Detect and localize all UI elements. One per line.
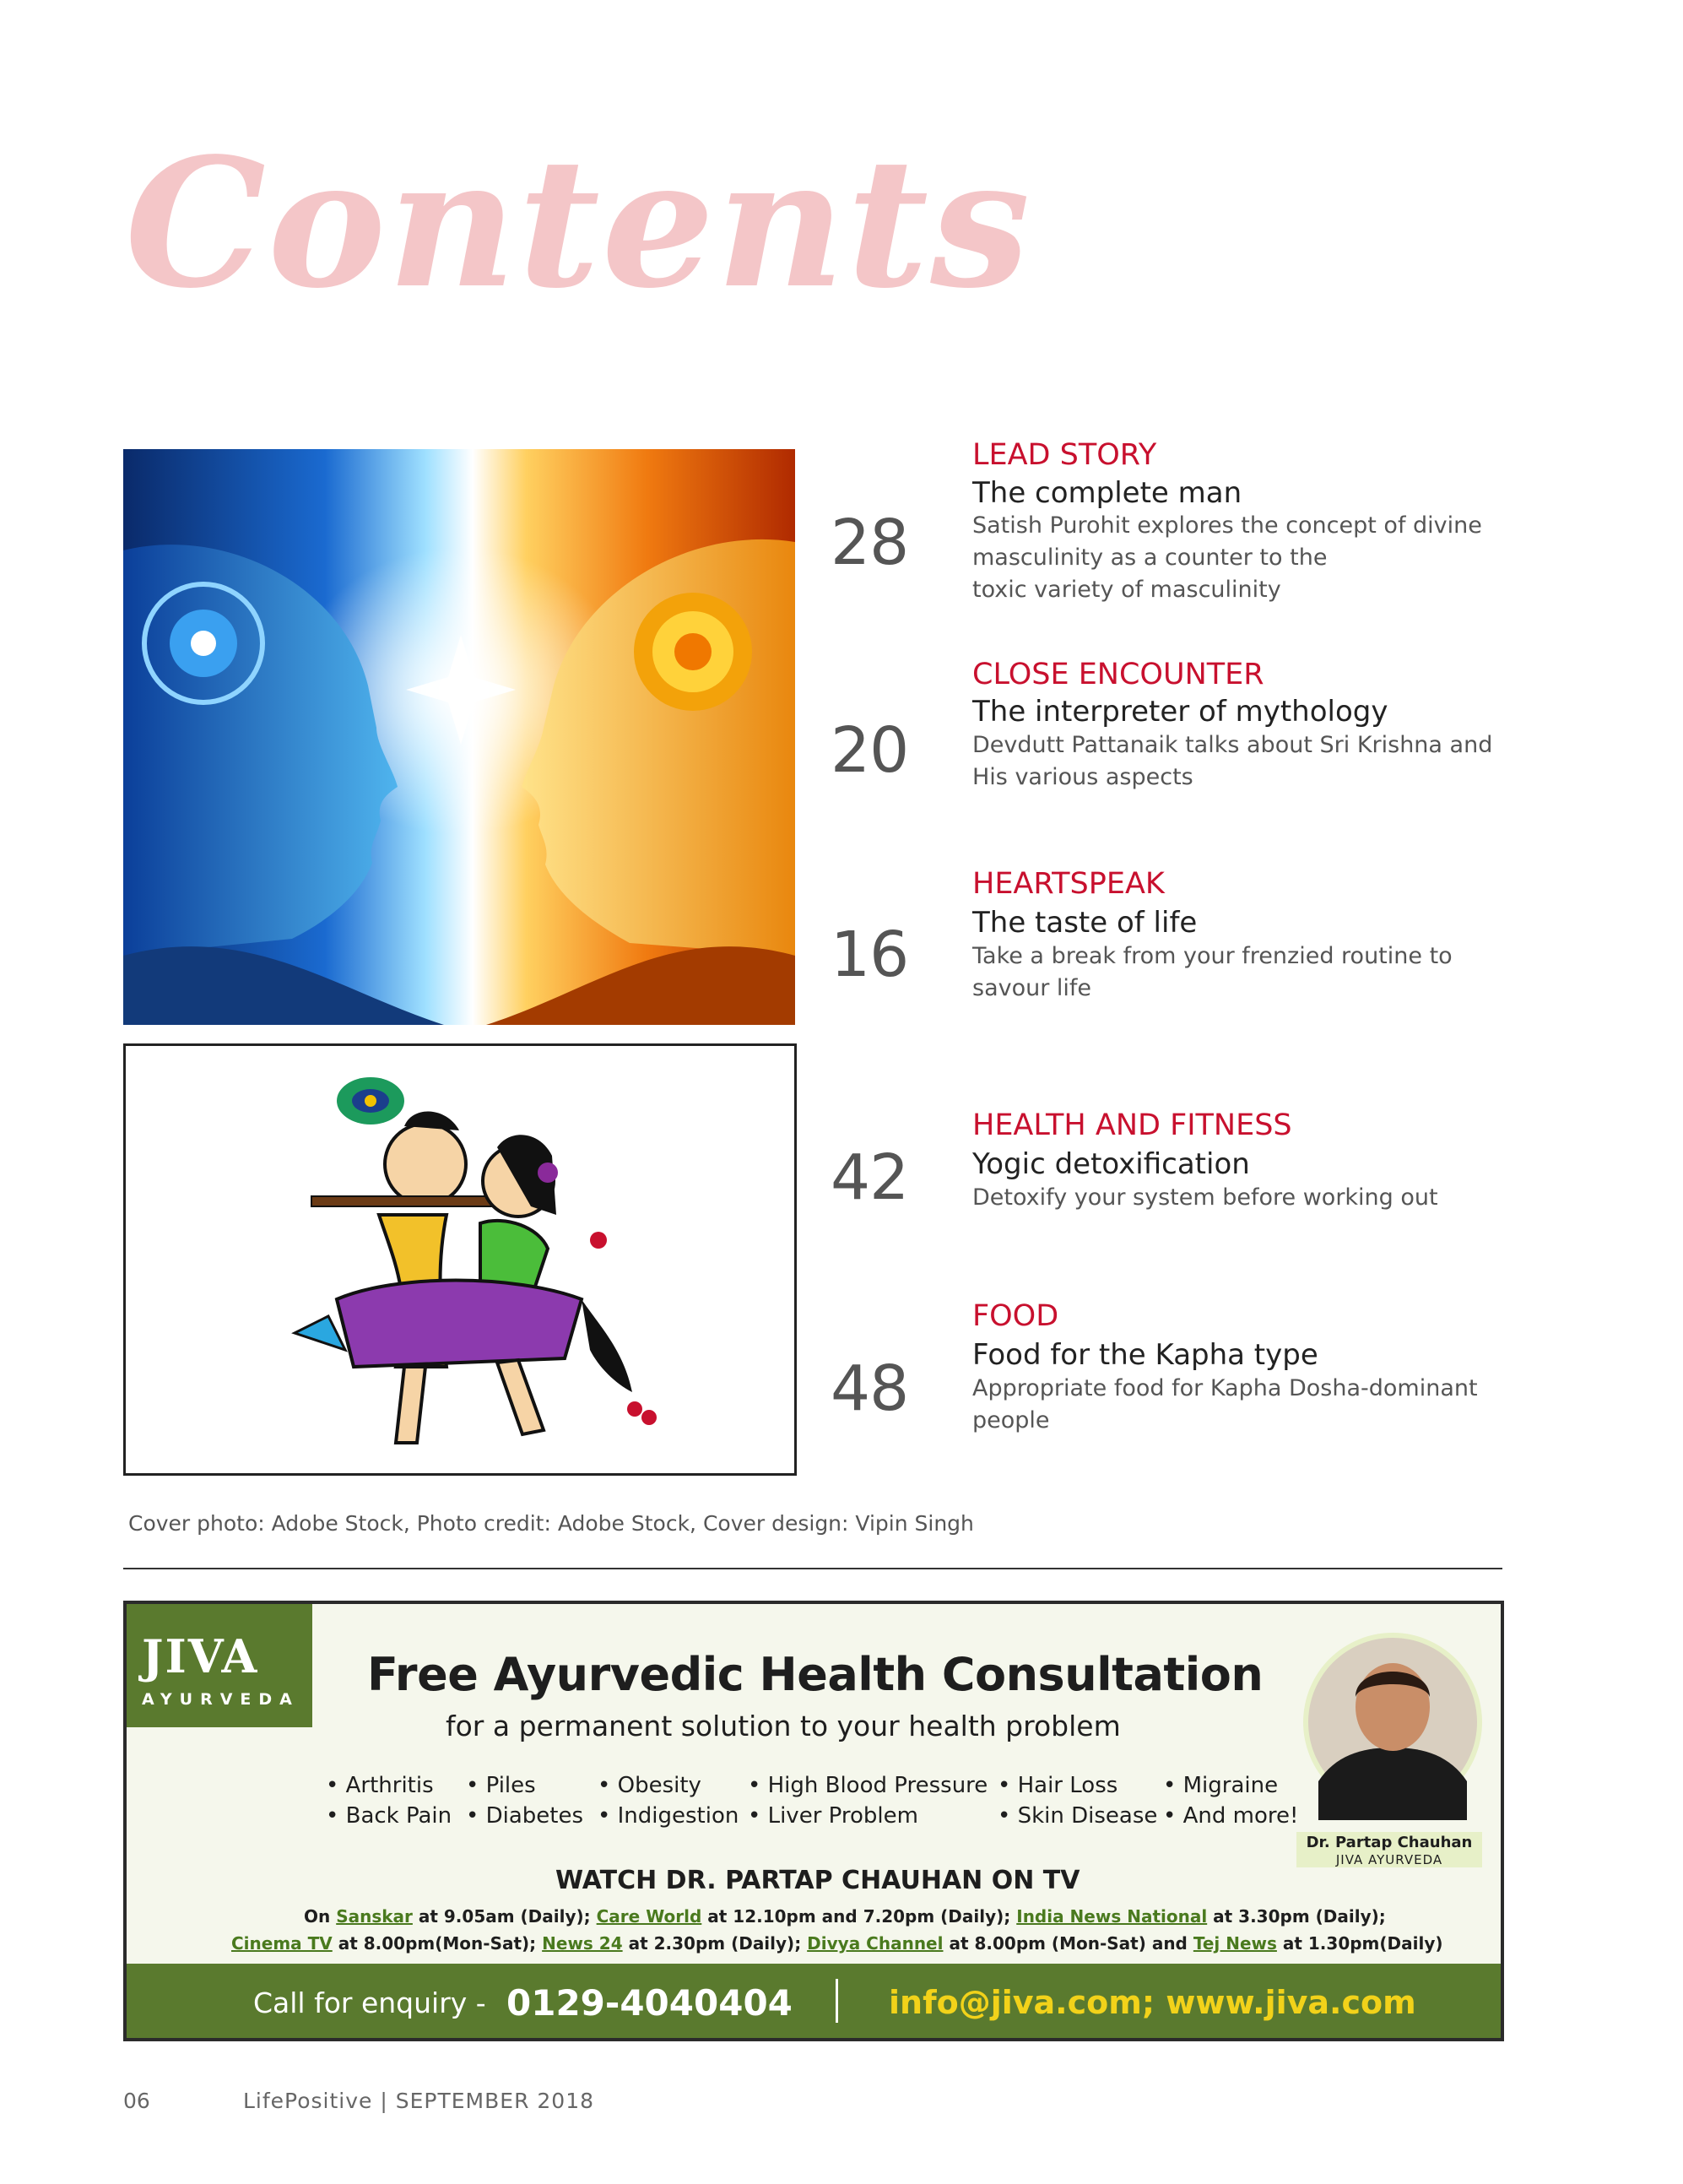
desc-line: masculinity as a counter to the [972,545,1328,571]
phone-link[interactable]: 0129-4040404 [506,1982,793,2024]
magazine-issue: LifePositive | SEPTEMBER 2018 [243,2089,595,2113]
condition: • Piles [466,1773,536,1798]
schedule-text: at 12.10pm and 7.20pm (Daily); [701,1906,1017,1927]
ad-title: Free Ayurvedic Health Consultation [367,1648,1264,1701]
desc-line: Detoxify your system before working out [972,1184,1438,1211]
doctor-avatar [1301,1629,1484,1820]
condition: • Diabetes [466,1803,584,1829]
desc-line: Satish Purohit explores the concept of divine [972,512,1482,539]
desc-line: Appropriate food for Kapha Dosha-dominant [972,1375,1478,1401]
desc-lead-story [972,510,1496,606]
schedule-text: at 9.05am (Daily); [412,1906,597,1927]
headline-heartspeak[interactable]: The taste of life [972,906,1198,940]
headline-close-encounter[interactable]: The interpreter of mythology [972,695,1388,729]
headline-food[interactable]: Food for the Kapha type [972,1338,1318,1372]
page-title: Contents [125,119,1032,328]
headline-health-fitness[interactable]: Yogic detoxification [972,1147,1250,1181]
desc-line: His various aspects [972,764,1193,790]
krishna-radha-icon [126,1046,794,1473]
condition: • Obesity [598,1773,701,1798]
jiva-logo-text: JIVA [142,1629,259,1683]
schedule-text: On [304,1906,337,1927]
desc-food [972,1373,1496,1437]
jiva-logo-sub: AYURVEDA [142,1690,300,1709]
condition: • Back Pain [326,1803,452,1829]
page-number-lead-story[interactable]: 28 [831,507,909,579]
channel-link[interactable]: India News National [1016,1906,1208,1927]
doctor-name: Dr. Partap Chauhan [1296,1832,1482,1853]
condition: • Migraine [1163,1773,1279,1798]
channel-link[interactable]: News 24 [542,1933,623,1954]
desc-line: Take a break from your frenzied routine to [972,943,1453,969]
contact-bar [127,1964,1501,2038]
cover-credit: Cover photo: Adobe Stock, Photo credit: Adobe Stock, Cover design: Vipin Singh [128,1511,974,1536]
separator [836,1979,838,2023]
call-label: Call for enquiry - [253,1986,486,2019]
channel-link[interactable]: Tej News [1193,1933,1277,1954]
channel-link[interactable]: Divya Channel [807,1933,944,1954]
page-number: 06 [123,2089,150,2113]
doctor-org: JIVA AYURVEDA [1296,1852,1482,1867]
condition: • High Blood Pressure [748,1773,988,1798]
condition: • Liver Problem [748,1803,918,1829]
channel-link[interactable]: Sanskar [336,1906,413,1927]
section-lead-story: LEAD STORY [972,438,1157,472]
page-number-health-fitness[interactable]: 42 [831,1141,909,1214]
desc-close-encounter [972,729,1496,794]
condition: • And more! [1163,1803,1299,1829]
desc-line: toxic variety of masculinity [972,577,1281,603]
desc-line: savour life [972,975,1092,1001]
condition: • Skin Disease [998,1803,1158,1829]
section-close-encounter: CLOSE ENCOUNTER [972,658,1264,691]
schedule-text: at 8.00pm (Mon-Sat) and [943,1933,1193,1954]
krishna-radha-illustration-frame [123,1043,797,1476]
section-heartspeak: HEARTSPEAK [972,867,1165,901]
page-number-close-encounter[interactable]: 20 [831,714,909,787]
condition: • Indigestion [598,1803,739,1829]
tv-schedule-line-2 [231,1933,1443,1954]
desc-line: people [972,1407,1050,1433]
condition: • Hair Loss [998,1773,1118,1798]
watch-heading: WATCH DR. PARTAP CHAUHAN ON TV [555,1866,1080,1895]
jiva-advertisement[interactable] [123,1601,1504,2041]
shiva-shakti-illustration [123,449,795,1025]
channel-link[interactable]: Cinema TV [231,1933,333,1954]
section-food: FOOD [972,1299,1059,1333]
tv-schedule-line-1 [304,1906,1386,1927]
web-link[interactable]: info@jiva.com; www.jiva.com [889,1984,1416,2021]
page-number-food[interactable]: 48 [831,1352,909,1425]
schedule-text: at 2.30pm (Daily); [622,1933,808,1954]
section-health-fitness: HEALTH AND FITNESS [972,1108,1292,1142]
divider [123,1568,1502,1569]
desc-health-fitness [972,1182,1496,1214]
headline-lead-story[interactable]: The complete man [972,476,1242,510]
desc-heartspeak [972,940,1496,1005]
page-number-heartspeak[interactable]: 16 [831,919,909,991]
schedule-text: at 3.30pm (Daily); [1207,1906,1386,1927]
condition: • Arthritis [326,1773,434,1798]
schedule-text: at 1.30pm(Daily) [1276,1933,1443,1954]
ad-subtitle: for a permanent solution to your health problem [446,1710,1121,1742]
channel-link[interactable]: Care World [596,1906,702,1927]
desc-line: Devdutt Pattanaik talks about Sri Krishna and [972,732,1493,758]
schedule-text: at 8.00pm(Mon-Sat); [332,1933,543,1954]
cover-image [123,449,795,1025]
jiva-logo [127,1604,312,1727]
